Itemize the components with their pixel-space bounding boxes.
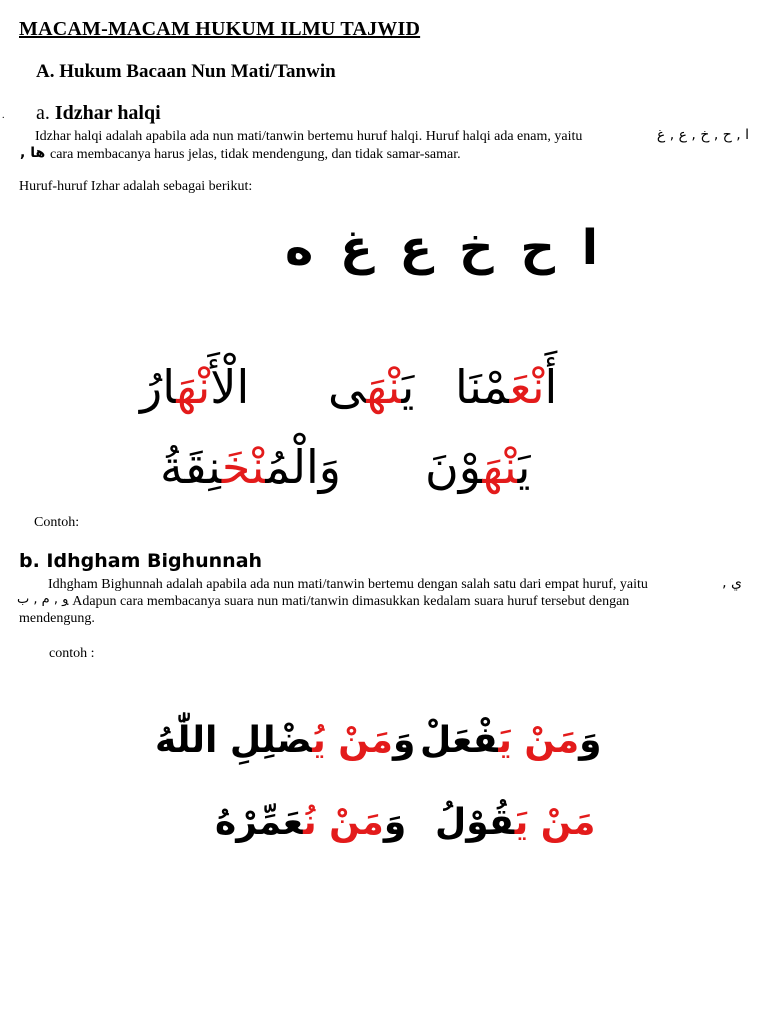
example-phrase-highlight: مَنْ يَ <box>514 802 596 843</box>
example-phrase-after: فْعَلْ <box>420 720 499 761</box>
example-phrase-after: ضْلِلِ اللّٰهُ <box>155 720 313 761</box>
example-phrase-before: وَ <box>383 802 407 843</box>
example-phrase-highlight: مَنْ نُ <box>303 802 384 843</box>
example-phrase-highlight: مَنْ يُ <box>312 720 393 761</box>
example-word <box>425 440 530 494</box>
section-b-heading: b. Idhgham Bighunnah <box>19 550 263 572</box>
example-word-after: ارُ <box>140 360 177 414</box>
example-phrase <box>420 720 602 761</box>
example-word-before: وَالْمُ <box>265 440 341 494</box>
example-word <box>328 360 414 414</box>
subsection-heading-idzhar <box>36 102 161 125</box>
example-word-highlight: نْهَ <box>176 360 211 414</box>
page-title: MACAM-MACAM HUKUM ILMU TAJWID <box>19 18 421 40</box>
example-word-before: الْأَ <box>210 360 250 414</box>
idzhar-letters-inline-2: ها , <box>20 145 46 161</box>
example-word-before: يَ <box>517 440 531 494</box>
idzhar-paragraph-line2: cara membacanya harus jelas, tidak mendengung, dan tidak samar-samar. <box>50 147 461 162</box>
example-phrase <box>215 802 406 843</box>
example-phrase-after: قُوْلُ <box>435 802 515 843</box>
example-phrase-highlight: مَنْ يَ <box>498 720 580 761</box>
example-word-after: ى <box>328 360 367 414</box>
example-phrase <box>435 802 595 843</box>
idhgham-paragraph-line2: . Adapun cara membacanya suara nun mati/tanwin dimasukkan kedalam suara huruf tersebut dengan <box>66 594 630 609</box>
example-phrase <box>155 720 415 761</box>
idhgham-paragraph-line1: Idhgham Bighunnah adalah apabila ada nun mati/tanwin bertemu dengan salah satu dari empat huruf, yaitu <box>48 577 648 592</box>
example-word-before: يَ <box>401 360 415 414</box>
example-phrase-before: وَ <box>392 720 416 761</box>
idhgham-letters-inline: ي , <box>722 575 742 591</box>
izhar-letters-display: ا ح خ ع غ ه <box>285 220 599 276</box>
idhgham-paragraph-line3: mendengung. <box>19 611 95 626</box>
example-word-highlight: نْعَ <box>509 360 545 414</box>
example-word <box>160 440 341 494</box>
subsection-title: Idzhar halqi <box>54 102 161 124</box>
example-word <box>140 360 249 414</box>
example-phrase-before: وَ <box>579 720 602 761</box>
example-word-after: نِقَةُ <box>160 440 222 494</box>
example-word <box>455 360 557 414</box>
izhar-intro-text: Huruf-huruf Izhar adalah sebagai berikut: <box>19 179 253 194</box>
example-word-highlight: نْخَ <box>221 440 266 494</box>
contoh-label-b: contoh : <box>49 646 95 661</box>
contoh-label: Contoh: <box>34 515 80 530</box>
example-word-after: وْنَ <box>425 440 483 494</box>
idhgham-letters-inline-2: و , م , ب <box>17 592 69 607</box>
subsection-letter: a. <box>36 102 50 124</box>
idzhar-letters-inline: ا , ح , خ , ع , غ <box>656 127 749 143</box>
example-word-highlight: نْهَ <box>366 360 402 414</box>
list-marker: . <box>2 110 5 121</box>
example-word-highlight: نْهَ <box>482 440 518 494</box>
section-a-heading: A. Hukum Bacaan Nun Mati/Tanwin <box>36 61 336 82</box>
example-phrase-after: عَمِّرْهُ <box>215 802 304 843</box>
example-word-before: أَ <box>544 360 558 414</box>
example-word-after: مْنَا <box>455 360 510 414</box>
idzhar-paragraph-line1: Idzhar halqi adalah apabila ada nun mati/tanwin bertemu huruf halqi. Huruf halqi ada enam, yaitu <box>35 129 583 144</box>
